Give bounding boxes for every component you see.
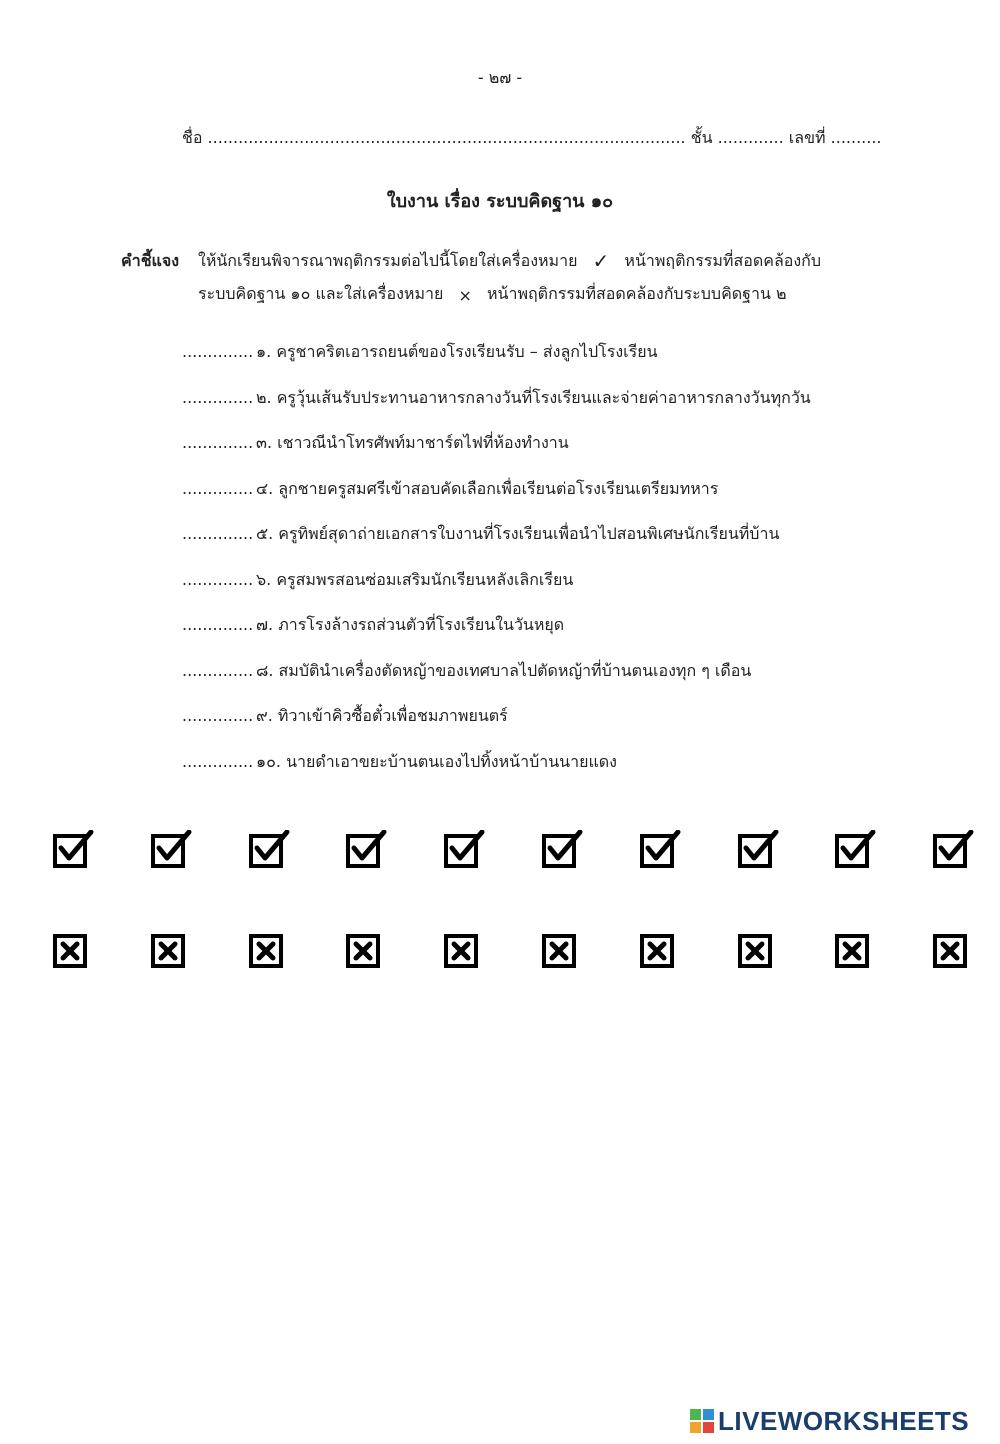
answer-blank[interactable]: .............. bbox=[182, 524, 254, 543]
check-icon bbox=[253, 830, 291, 864]
checked-box-tile[interactable] bbox=[151, 834, 185, 868]
cross-icon bbox=[448, 938, 474, 964]
item-text: ๘. สมบัตินำเครื่องตัดหญ้าของเทศบาลไปตัดหญ้าที่บ้านตนเองทุก ๆ เดือน bbox=[256, 660, 752, 680]
crossed-box-tile[interactable] bbox=[933, 934, 967, 968]
crossed-box-tile[interactable] bbox=[835, 934, 869, 968]
checked-box-tile[interactable] bbox=[640, 834, 674, 868]
cross-icon bbox=[839, 938, 865, 964]
instructions-line-2 bbox=[198, 282, 787, 307]
list-item bbox=[182, 613, 811, 659]
list-item bbox=[182, 386, 811, 432]
checked-box-tile[interactable] bbox=[444, 834, 478, 868]
behavior-list bbox=[182, 340, 811, 795]
check-icon bbox=[937, 830, 975, 864]
checked-box-tile[interactable] bbox=[835, 834, 869, 868]
instructions-line-1 bbox=[198, 249, 821, 274]
brand-logo-icon bbox=[690, 1409, 714, 1433]
answer-blank[interactable]: .............. bbox=[182, 751, 254, 771]
cross-icon bbox=[350, 938, 376, 964]
instructions-label: คำชี้แจง bbox=[121, 251, 180, 270]
check-icon bbox=[448, 830, 486, 864]
checked-box-tile[interactable] bbox=[542, 834, 576, 868]
crossed-box-tile[interactable] bbox=[640, 934, 674, 968]
crossed-box-tile[interactable] bbox=[249, 934, 283, 968]
answer-blank[interactable]: .............. bbox=[182, 569, 254, 589]
check-icon bbox=[644, 830, 682, 864]
worksheet-title: ใบงาน เรื่อง ระบบคิดฐาน ๑๐ bbox=[386, 191, 614, 212]
item-text: ๒. ครูวุ้นเส้นรับประทานอาหารกลางวันที่โรงเรียนและจ่ายค่าอาหารกลางวันทุกวัน bbox=[256, 387, 811, 407]
instructions-text: ระบบคิดฐาน ๑๐ และใส่เครื่องหมาย bbox=[198, 284, 444, 303]
check-mark-icon: ✓ bbox=[592, 249, 610, 273]
name-class-number-line: ชื่อ .............................................................................................. ชั้น ............. เลขที่ .......... bbox=[182, 128, 882, 147]
item-text: ๕. ครูทิพย์สุดาถ่ายเอกสารใบงานที่โรงเรียนเพื่อนำไปสอนพิเศษนักเรียนที่บ้าน bbox=[256, 524, 780, 543]
cross-mark-icon: × bbox=[458, 286, 472, 305]
list-item bbox=[182, 704, 811, 750]
cross-icon bbox=[57, 938, 83, 964]
check-icon bbox=[350, 830, 388, 864]
item-text: ๗. ภารโรงล้างรถส่วนตัวที่โรงเรียนในวันหยุด bbox=[256, 615, 565, 634]
check-icon bbox=[155, 830, 193, 864]
crossed-box-tile[interactable] bbox=[738, 934, 772, 968]
cross-icon bbox=[644, 938, 670, 964]
list-item bbox=[182, 568, 811, 614]
answer-blank[interactable]: .............. bbox=[182, 342, 254, 361]
list-item bbox=[182, 431, 811, 477]
cross-icon bbox=[155, 938, 181, 964]
crossed-box-tile[interactable] bbox=[542, 934, 576, 968]
list-item bbox=[182, 477, 811, 523]
crossed-box-tile[interactable] bbox=[346, 934, 380, 968]
cross-icon bbox=[742, 938, 768, 964]
list-item bbox=[182, 750, 811, 796]
check-icon bbox=[57, 830, 95, 864]
cross-icon bbox=[253, 938, 279, 964]
cross-icon bbox=[546, 938, 572, 964]
crossed-box-tile[interactable] bbox=[53, 934, 87, 968]
brand-wordmark bbox=[690, 1406, 969, 1437]
answer-blank[interactable]: .............. bbox=[182, 478, 254, 498]
item-text: ๙. ทิวาเข้าคิวซื้อตั๋วเพื่อชมภาพยนตร์ bbox=[256, 706, 508, 725]
checked-box-tile[interactable] bbox=[249, 834, 283, 868]
list-item bbox=[182, 659, 811, 705]
item-text: ๑๐. นายดำเอาขยะบ้านตนเองไปทิ้งหน้าบ้านนายแดง bbox=[256, 751, 617, 771]
checked-box-tile[interactable] bbox=[738, 834, 772, 868]
item-text: ๑. ครูชาคริตเอารถยนต์ของโรงเรียนรับ – ส่งลูกไปโรงเรียน bbox=[256, 342, 658, 361]
answer-blank[interactable]: .............. bbox=[182, 615, 254, 634]
instructions-text: หน้าพฤติกรรมที่สอดคล้องกับระบบคิดฐาน ๒ bbox=[486, 284, 787, 303]
item-text: ๖. ครูสมพรสอนซ่อมเสริมนักเรียนหลังเลิกเรียน bbox=[256, 569, 574, 589]
checked-box-tile[interactable] bbox=[346, 834, 380, 868]
instructions-text: หน้าพฤติกรรมที่สอดคล้องกับ bbox=[624, 251, 822, 270]
list-item bbox=[182, 340, 811, 386]
checked-box-tile[interactable] bbox=[933, 834, 967, 868]
crossed-box-tile[interactable] bbox=[151, 934, 185, 968]
brand-name: LIVEWORKSHEETS bbox=[718, 1406, 970, 1436]
check-icon bbox=[546, 830, 584, 864]
answer-blank[interactable]: .............. bbox=[182, 433, 254, 452]
check-icon bbox=[742, 830, 780, 864]
item-text: ๔. ลูกชายครูสมศรีเข้าสอบคัดเลือกเพื่อเรียนต่อโรงเรียนเตรียมทหาร bbox=[256, 478, 719, 498]
answer-blank[interactable]: .............. bbox=[182, 387, 254, 407]
crossed-box-tile[interactable] bbox=[444, 934, 478, 968]
page-number: - ๒๗ - bbox=[477, 68, 523, 87]
checked-box-tile[interactable] bbox=[53, 834, 87, 868]
list-item bbox=[182, 522, 811, 568]
answer-blank[interactable]: .............. bbox=[182, 660, 254, 680]
answer-blank[interactable]: .............. bbox=[182, 706, 254, 725]
item-text: ๓. เชาวณีนำโทรศัพท์มาชาร์ตไฟที่ห้องทำงาน bbox=[256, 433, 569, 452]
cross-icon bbox=[937, 938, 963, 964]
check-icon bbox=[839, 830, 877, 864]
instructions-text: ให้นักเรียนพิจารณาพฤติกรรมต่อไปนี้โดยใส่เครื่องหมาย bbox=[198, 251, 578, 270]
